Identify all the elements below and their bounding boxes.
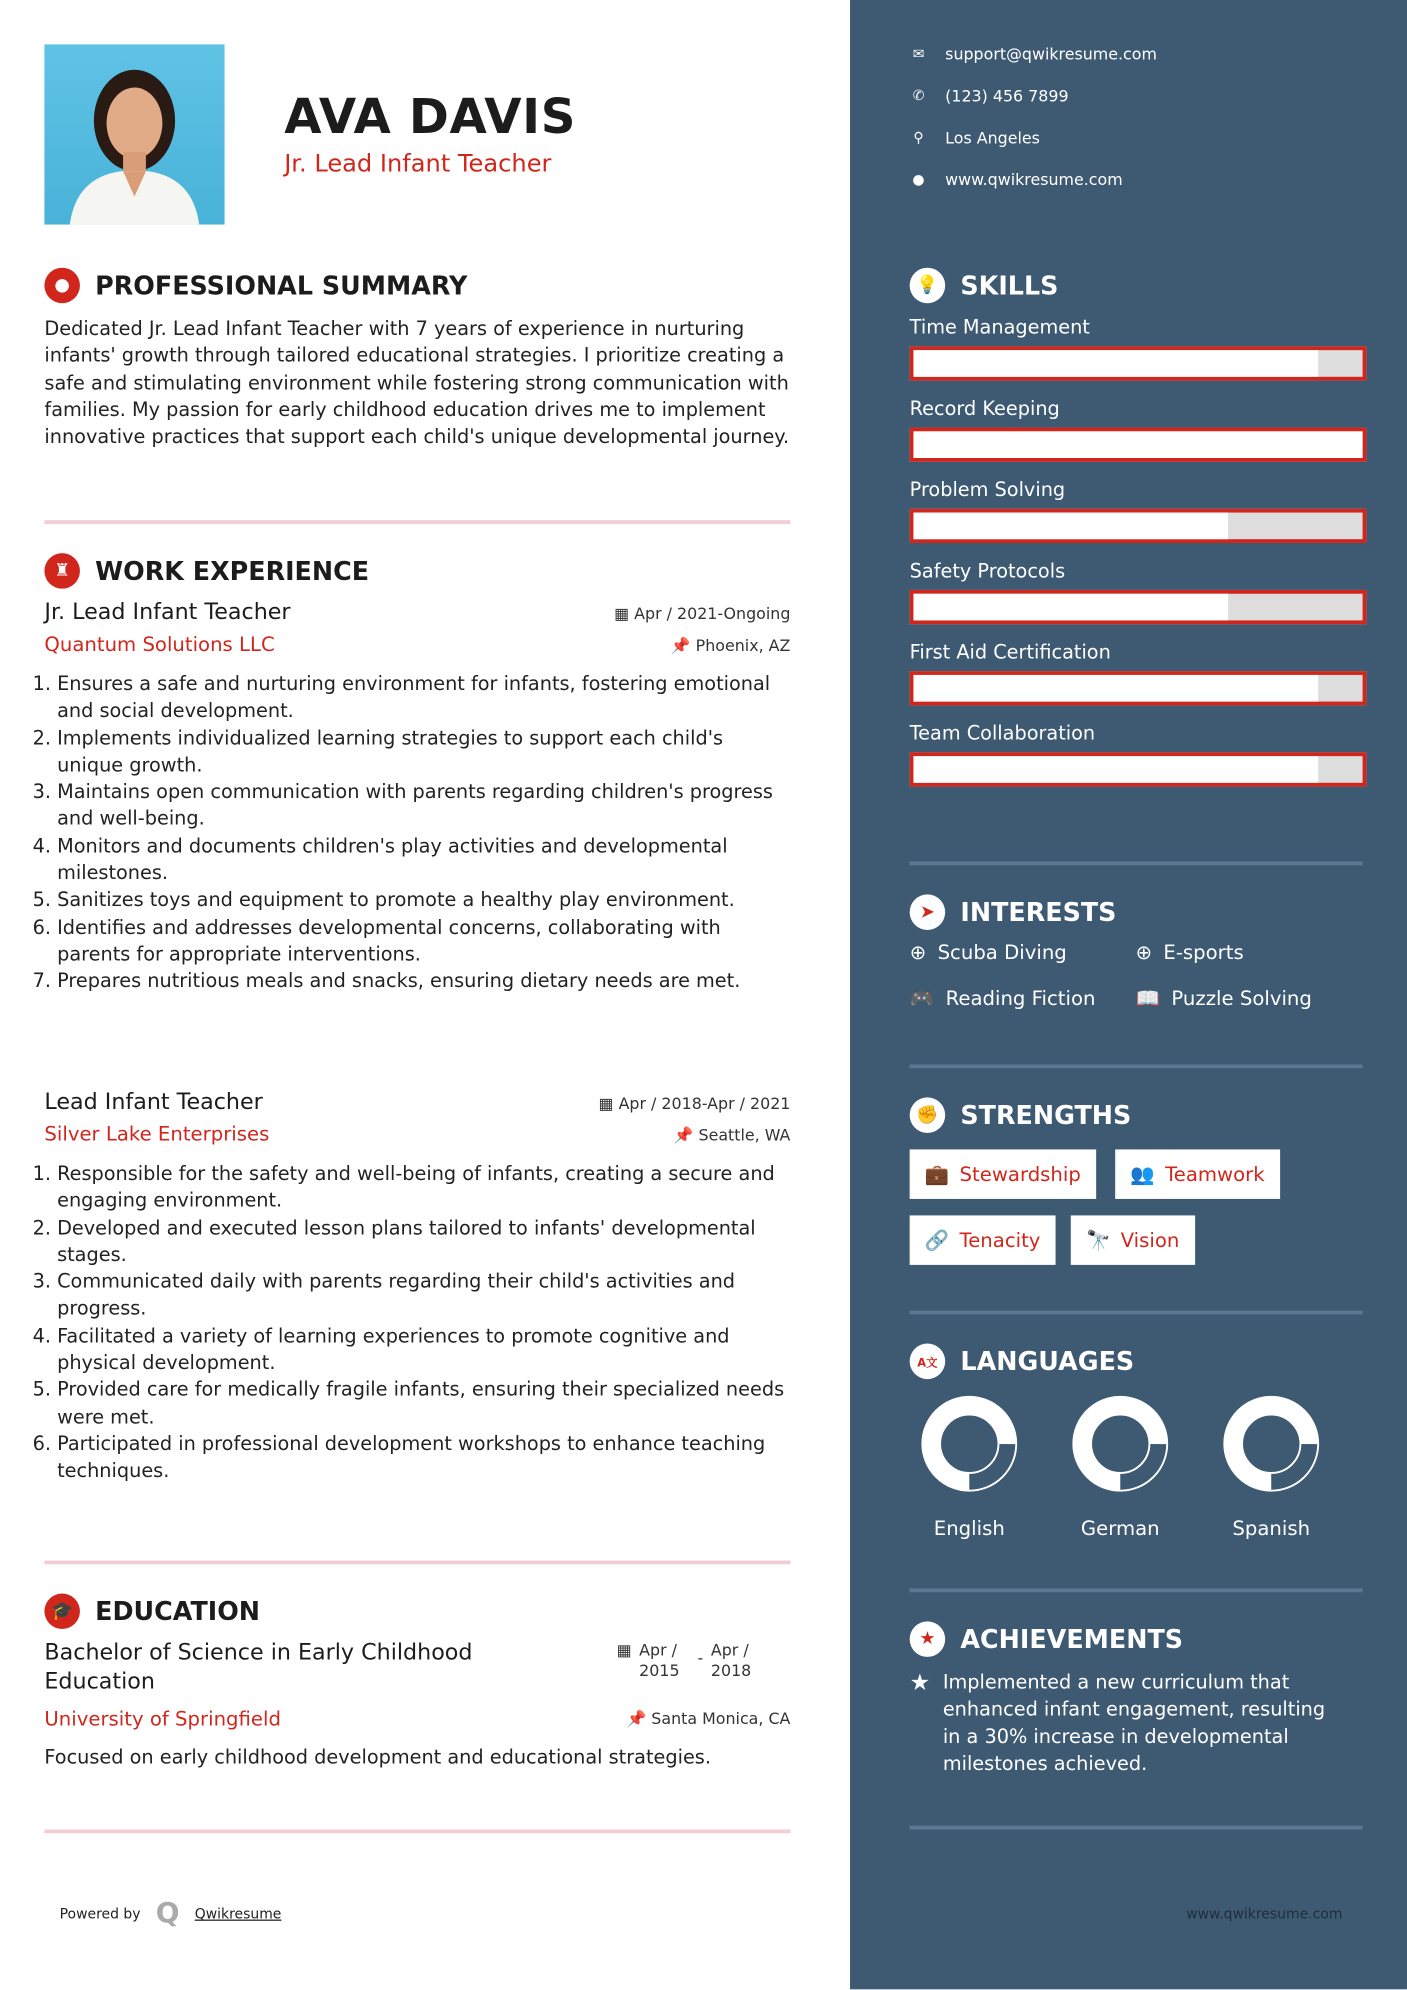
- job-duties: [38, 1161, 790, 1485]
- job-location: [671, 636, 791, 656]
- list-item: 5. Sanitizes toys and equipment to promote a healthy play environment.: [57, 887, 790, 914]
- paper-plane-icon: ➤: [910, 894, 946, 930]
- skill-bar-fill: [913, 675, 1317, 702]
- candidate-name: AVA DAVIS: [284, 88, 577, 145]
- star-icon: ★: [909, 1669, 931, 1697]
- lifebuoy-icon: ⊕: [909, 941, 927, 965]
- language-item: [910, 1393, 1039, 1540]
- skill-label: Safety Protocols: [909, 559, 1066, 583]
- skill-label: Problem Solving: [909, 478, 1066, 502]
- candidate-title: Jr. Lead Infant Teacher: [284, 149, 552, 178]
- star-badge-icon: ★: [910, 1621, 946, 1657]
- date-separator: -: [697, 1648, 704, 1668]
- list-item: 4. Facilitated a variety of learning experiences to promote cognitive and physical development.: [57, 1323, 790, 1377]
- skill-item: [910, 478, 1367, 543]
- skill-label: Time Management: [909, 315, 1090, 339]
- summary-text: Dedicated Jr. Lead Infant Teacher with 7 years of experience in nurturing infants' growth through tailored educational strategies. I prioritize creating a safe and stimulating environment while fostering strong communication with families. My passion for early childhood education drives me to implement innovative practices that support each child's unique developmental journey.: [44, 317, 790, 449]
- powered-by: [60, 1898, 282, 1930]
- education-heading: [44, 1593, 260, 1629]
- graduate-icon: 🎓: [44, 1593, 80, 1629]
- job-location: [674, 1125, 791, 1145]
- interest-item: [910, 941, 1067, 964]
- education-location: [626, 1709, 790, 1729]
- footer-website[interactable]: www.qwikresume.com: [1186, 1905, 1343, 1923]
- skill-bar-fill: [913, 350, 1317, 377]
- location-pin-icon: ⚲: [913, 128, 924, 146]
- skill-bar: [910, 590, 1367, 624]
- job-duties: [38, 671, 790, 995]
- language-label: English: [933, 1517, 1005, 1541]
- list-item: 4. Monitors and documents children's play activities and developmental milestones.: [57, 833, 790, 887]
- interest-item: [1135, 987, 1311, 1010]
- languages-heading-text: LANGUAGES: [960, 1346, 1135, 1377]
- summary-heading: [44, 268, 467, 304]
- skill-item: [910, 641, 1367, 706]
- website-text: www.qwikresume.com: [945, 169, 1123, 189]
- book-icon: 📖: [1135, 987, 1160, 1010]
- link-icon: 🔗: [924, 1228, 950, 1252]
- briefcase-chair-icon: ♜: [44, 553, 80, 589]
- skill-label: Team Collaboration: [909, 721, 1096, 745]
- list-item: 2. Implements individualized learning strategies to support each child's unique growth.: [57, 725, 790, 779]
- job-date: [599, 1094, 791, 1113]
- section-divider: [910, 1311, 1363, 1315]
- email-text: support@qwikresume.com: [945, 43, 1157, 63]
- strength-chip: [910, 1215, 1056, 1264]
- section-divider: [44, 1829, 790, 1833]
- users-icon: 👥: [1130, 1162, 1155, 1186]
- list-item: 1. Ensures a safe and nurturing environment for infants, fostering emotional and social development.: [57, 671, 790, 725]
- list-item: 3. Maintains open communication with parents regarding children's progress and well-being.: [57, 779, 790, 833]
- contact-phone: [910, 82, 1157, 107]
- job-title: Lead Infant Teacher: [44, 1089, 263, 1116]
- job-entry: [44, 600, 790, 995]
- pin-icon: 📌: [626, 1708, 652, 1728]
- achievements-heading-text: ACHIEVEMENTS: [960, 1623, 1184, 1655]
- job-date-text: Apr / 2021-Ongoing: [634, 603, 791, 623]
- list-item: 6. Identifies and addresses developmental concerns, collaborating with parents for appropriate interventions.: [57, 914, 790, 968]
- interest-item: [910, 987, 1096, 1010]
- binoculars-icon: 🔭: [1086, 1228, 1111, 1252]
- language-donut: [1212, 1393, 1331, 1494]
- calendar-icon: ▦: [598, 1093, 619, 1113]
- skill-bar-fill: [913, 756, 1317, 783]
- skill-label: First Aid Certification: [909, 640, 1111, 664]
- languages-heading: [910, 1344, 1135, 1380]
- strength-label: Tenacity: [959, 1228, 1041, 1252]
- interests-heading-text: INTERESTS: [960, 896, 1117, 928]
- calendar-icon: ▦: [616, 1640, 632, 1660]
- contact-email[interactable]: [910, 41, 1157, 66]
- interest-label: Puzzle Solving: [1171, 987, 1312, 1010]
- user-icon: ●: [44, 268, 80, 304]
- language-label: Spanish: [1232, 1517, 1311, 1541]
- skill-item: [910, 316, 1367, 381]
- section-divider: [44, 520, 790, 524]
- skills-heading-text: SKILLS: [960, 270, 1059, 301]
- location-text: Los Angeles: [945, 127, 1040, 147]
- section-divider: [910, 1588, 1363, 1592]
- section-divider: [910, 1064, 1363, 1068]
- list-item: 7. Prepares nutritious meals and snacks, ensuring dietary needs are met.: [57, 968, 790, 995]
- lifebuoy-icon: ⊕: [1135, 941, 1152, 965]
- education-location-text: Santa Monica, CA: [651, 1708, 791, 1728]
- skill-bar: [910, 509, 1367, 543]
- school-name: University of Springfield: [44, 1707, 281, 1731]
- skills-heading: [910, 268, 1059, 304]
- powered-by-text: Powered by: [59, 1905, 141, 1923]
- education-heading-text: EDUCATION: [95, 1596, 261, 1627]
- lightbulb-icon: 💡: [910, 268, 946, 304]
- strengths-heading: [910, 1097, 1132, 1133]
- education-dates: [617, 1640, 762, 1681]
- achievement-item: [910, 1670, 1336, 1778]
- interest-label: E-sports: [1163, 941, 1244, 965]
- qwikresume-logo-icon: Q: [155, 1897, 180, 1930]
- section-divider: [44, 1561, 790, 1565]
- job-entry: [44, 1090, 790, 1485]
- envelope-icon: ✉: [912, 45, 925, 62]
- sidebar: [850, 0, 1407, 1989]
- skill-bar: [910, 671, 1367, 705]
- phone-text: (123) 456 7899: [945, 85, 1069, 105]
- strength-label: Vision: [1120, 1228, 1180, 1252]
- strength-chip: [1071, 1215, 1195, 1264]
- degree-title: Bachelor of Science in Early Childhood Education: [44, 1640, 473, 1695]
- strengths-heading-text: STRENGTHS: [960, 1099, 1132, 1131]
- list-item: 5. Provided care for medically fragile infants, ensuring their specialized needs were met.: [57, 1377, 790, 1431]
- skill-item: [910, 397, 1367, 462]
- skill-bar-fill: [913, 594, 1227, 621]
- work-heading-text: WORK EXPERIENCE: [95, 555, 370, 587]
- skill-item: [910, 559, 1367, 624]
- phone-icon: ✆: [912, 86, 925, 104]
- gamepad-icon: 🎮: [909, 987, 935, 1010]
- interest-label: Scuba Diving: [937, 941, 1067, 965]
- language-label: German: [1080, 1517, 1160, 1541]
- skills-list: [910, 316, 1367, 787]
- section-divider: [910, 861, 1363, 865]
- contact-website[interactable]: [910, 166, 1157, 191]
- summary-heading-text: PROFESSIONAL SUMMARY: [95, 270, 468, 301]
- job-date-text: Apr / 2018-Apr / 2021: [618, 1093, 791, 1113]
- qwikresume-link[interactable]: Qwikresume: [194, 1905, 282, 1923]
- skill-bar-fill: [913, 513, 1227, 540]
- pin-icon: 📌: [670, 635, 696, 655]
- skill-bar-fill: [913, 431, 1362, 458]
- interests-heading: [910, 894, 1117, 930]
- strength-chip: [1115, 1149, 1280, 1198]
- skill-bar: [910, 346, 1367, 380]
- profile-photo: [44, 44, 224, 224]
- skill-bar: [910, 752, 1367, 786]
- list-item: 2. Developed and executed lesson plans tailored to infants' developmental stages.: [57, 1215, 790, 1269]
- company-name: Quantum Solutions LLC: [44, 633, 275, 656]
- education-description: Focused on early childhood development and educational strategies.: [44, 1745, 711, 1769]
- skill-label: Record Keeping: [909, 397, 1060, 420]
- education-start: Apr / 2015: [639, 1640, 680, 1680]
- language-item: [1061, 1393, 1190, 1540]
- contact-list: [910, 41, 1157, 192]
- skill-bar: [910, 428, 1367, 462]
- strength-chip: [910, 1149, 1096, 1198]
- job-location-text: Seattle, WA: [698, 1125, 791, 1145]
- language-donut: [910, 1393, 1029, 1494]
- fist-icon: ✊: [910, 1097, 946, 1133]
- list-item: 1. Responsible for the safety and well-being of infants, creating a secure and engaging environment.: [57, 1161, 790, 1215]
- list-item: 6. Participated in professional development workshops to enhance teaching techniques.: [57, 1431, 790, 1485]
- list-item: 3. Communicated daily with parents regarding their child's activities and progress.: [57, 1269, 790, 1323]
- achievement-text: Implemented a new curriculum that enhanced infant engagement, resulting in a 30% increase in developmental milestones achieved.: [942, 1670, 1326, 1775]
- strength-label: Stewardship: [959, 1162, 1081, 1186]
- company-name: Silver Lake Enterprises: [44, 1122, 270, 1146]
- calendar-icon: ▦: [614, 603, 635, 623]
- job-date: [614, 604, 790, 623]
- section-divider: [910, 1826, 1363, 1830]
- education-end: Apr / 2018: [710, 1640, 752, 1680]
- skill-item: [910, 722, 1367, 787]
- language-donut: [1061, 1393, 1180, 1494]
- achievements-heading: [910, 1621, 1183, 1657]
- language-item: [1212, 1393, 1341, 1540]
- job-title: Jr. Lead Infant Teacher: [44, 600, 291, 626]
- work-heading: [44, 553, 369, 589]
- strength-label: Teamwork: [1165, 1162, 1265, 1186]
- contact-location: [910, 124, 1157, 149]
- interest-item: [1135, 941, 1243, 964]
- briefcase-icon: 💼: [924, 1162, 950, 1186]
- pin-icon: 📌: [673, 1125, 699, 1145]
- globe-icon: ●: [912, 170, 925, 188]
- job-location-text: Phoenix, AZ: [695, 635, 791, 655]
- interest-label: Reading Fiction: [945, 987, 1096, 1010]
- translate-icon: A文: [910, 1344, 946, 1380]
